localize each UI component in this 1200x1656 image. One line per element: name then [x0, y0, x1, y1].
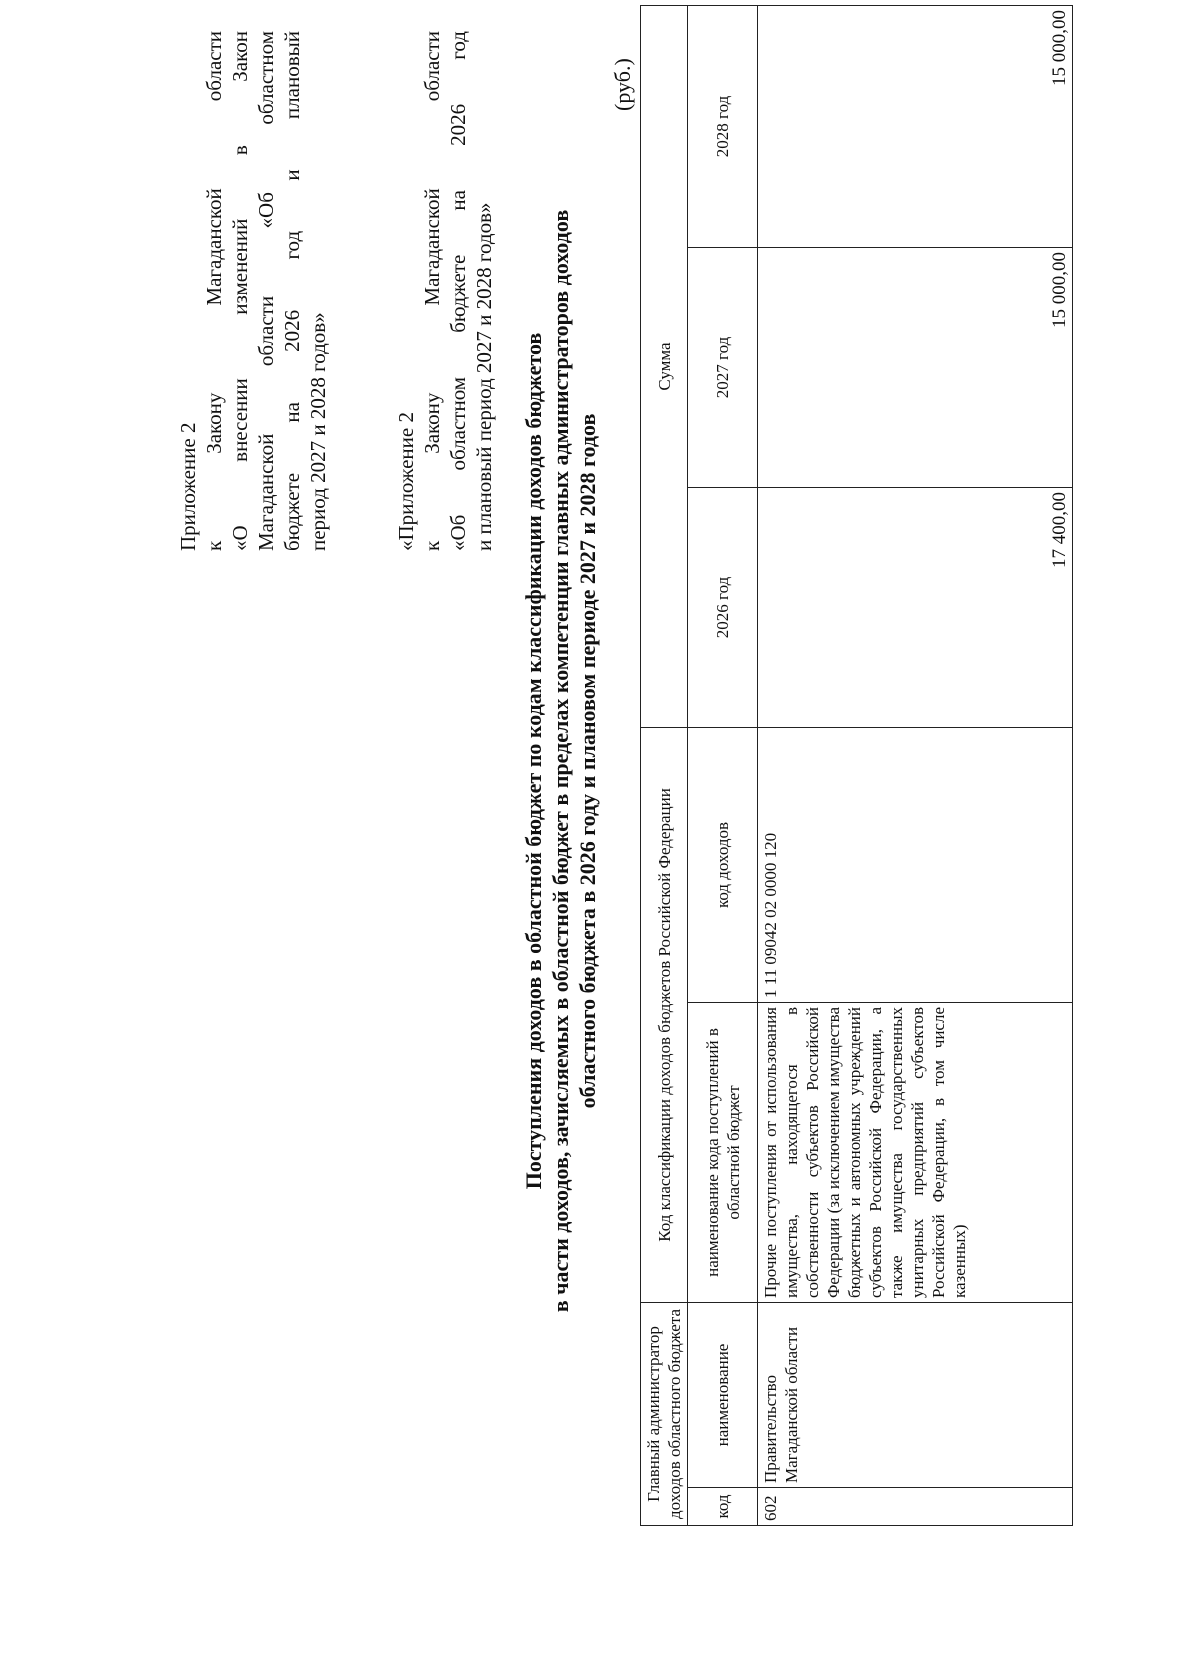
header-admin-code: код: [688, 1488, 758, 1526]
appendix-word: на: [280, 402, 304, 423]
appendix-line: [279, 31, 305, 551]
table-header-row-2: [688, 5, 758, 1525]
header-sum-group: Сумма: [641, 5, 688, 727]
appendix-word: областном: [446, 376, 470, 471]
appendix-word: Магаданской: [420, 188, 444, 306]
appendix-line: [471, 31, 497, 551]
table-row: [758, 5, 1073, 1525]
appendix-word: Закон: [228, 31, 252, 82]
appendix-word: «Приложение 2: [394, 412, 418, 551]
appendix-line: [393, 31, 419, 551]
appendix-word: бюджете: [280, 472, 304, 551]
appendix-line: [305, 31, 331, 551]
title-line-2: в части доходов, зачисляемых в областной бюджет в пределах компетенции главных администраторов доходов: [548, 209, 573, 1313]
appendix-word: в: [228, 145, 252, 156]
appendix-word: «Об: [254, 192, 278, 229]
document-title: [520, 16, 601, 1506]
appendix-word: и плановый период 2027 и 2028 годов»: [472, 202, 496, 551]
header-code-group: Код классификации доходов бюджетов Российской Федерации: [641, 727, 688, 1302]
appendix-word: год: [446, 31, 470, 60]
cell-amount-2027: 15 000,00: [758, 247, 1073, 487]
cell-amount-2028: 15 000,00: [758, 5, 1073, 247]
table-header-row-1: [641, 5, 688, 1525]
header-income-name: наименование кода поступлений в областной бюджет: [688, 1003, 758, 1303]
appendix-word: Закону: [202, 392, 226, 454]
appendix-word: на: [446, 190, 470, 211]
appendix-word: области: [254, 295, 278, 367]
appendix-header-amending-law: [175, 31, 331, 551]
appendix-word: 2026: [280, 309, 304, 352]
cell-admin-code: 602: [758, 1488, 1073, 1526]
appendix-word: областном: [254, 31, 278, 125]
header-admin-name: наименование: [688, 1303, 758, 1488]
appendix-word: бюджете: [446, 254, 470, 333]
cell-income-code: 1 11 09042 02 0000 120: [758, 727, 1073, 1002]
currency-unit-label: (руб.): [610, 58, 635, 111]
appendix-word: Магаданской: [202, 188, 226, 306]
appendix-word: 2026: [446, 103, 470, 146]
appendix-word: плановый: [280, 31, 304, 120]
appendix-word: к: [420, 540, 444, 551]
header-year-2028: 2028 год: [688, 5, 758, 247]
revenue-table: [640, 5, 1073, 1526]
cell-admin-name: Правительство Магаданской области: [758, 1303, 1073, 1488]
appendix-line: [201, 31, 227, 551]
header-admin-group: Главный администратор доходов областного бюджета: [641, 1303, 688, 1526]
appendix-word: Закону: [420, 392, 444, 454]
title-line-3: областного бюджета в 2026 году и плановом периоде 2027 и 2028 годов: [575, 413, 600, 1109]
appendix-word: изменений: [228, 218, 252, 315]
title-line-1: Поступления доходов в областной бюджет по кодам классификации доходов бюджетов: [521, 332, 546, 1190]
appendix-word: «О: [228, 525, 252, 551]
appendix-word: «Об: [446, 514, 470, 551]
appendix-line: [175, 31, 201, 551]
appendix-word: внесении: [228, 378, 252, 462]
cell-amount-2026: 17 400,00: [758, 487, 1073, 727]
appendix-word: период 2027 и 2028 годов»: [306, 312, 330, 551]
appendix-line: [419, 31, 445, 551]
appendix-word: Магаданской: [254, 433, 278, 551]
appendix-word: год: [280, 230, 304, 260]
cell-income-name: Прочие поступления от использования имущества, находящегося в собственности субъектов Российской Федерации (за исключением имущества бюджетных и автономных учреждений субъектов Российской Федерации, а также имущества государственных унитарных предприятий субъектов Российской Федерации, в том числе казенных): [758, 1003, 1073, 1303]
appendix-line: [445, 31, 471, 551]
appendix-word: области: [202, 31, 226, 102]
appendix-word: и: [280, 169, 304, 181]
appendix-word: Приложение 2: [176, 422, 200, 551]
header-year-2027: 2027 год: [688, 247, 758, 487]
appendix-line: [253, 31, 279, 551]
appendix-word: области: [420, 31, 444, 102]
header-year-2026: 2026 год: [688, 487, 758, 727]
appendix-header-original-law: [393, 31, 497, 551]
appendix-word: к: [202, 540, 226, 551]
appendix-line: [227, 31, 253, 551]
header-income-code: код доходов: [688, 727, 758, 1002]
